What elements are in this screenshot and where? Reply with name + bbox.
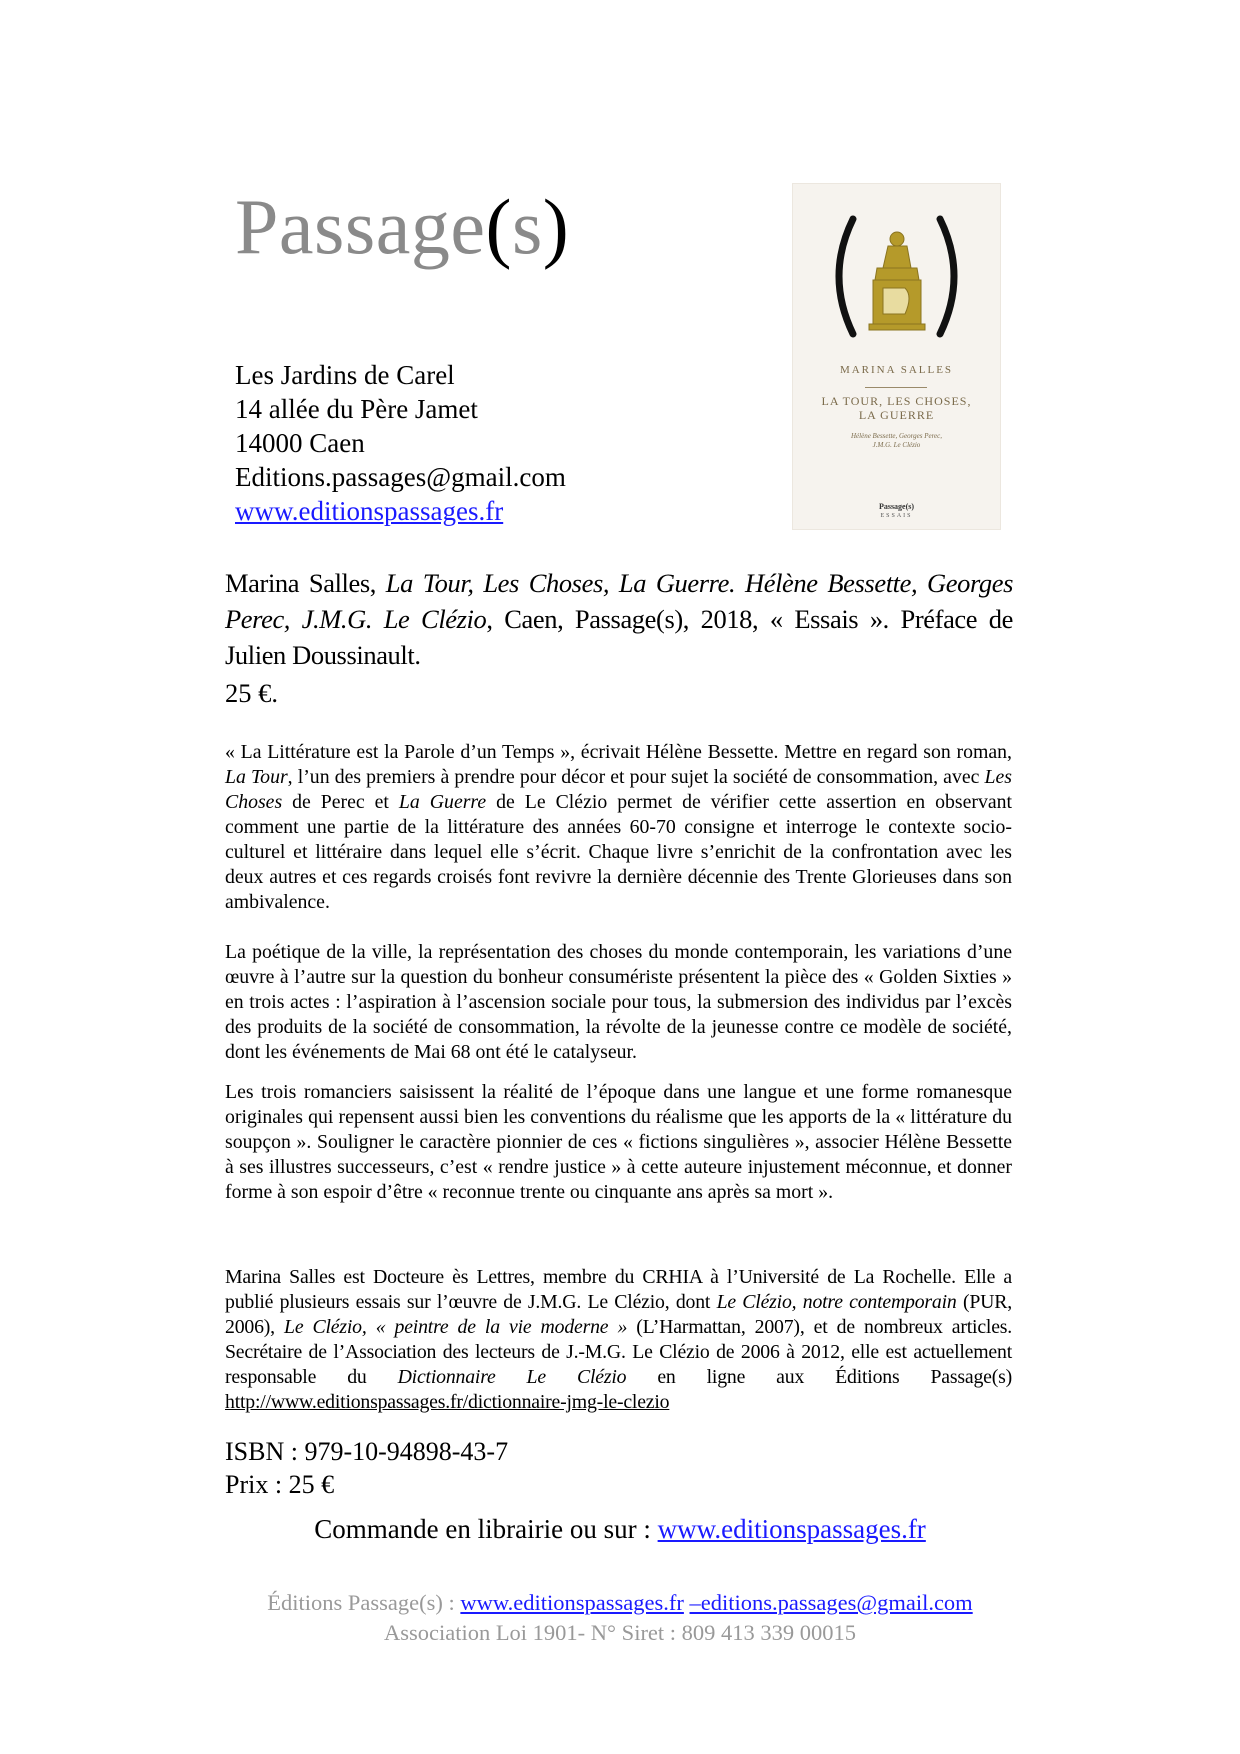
address-website-link[interactable]: www.editionspassages.fr <box>235 496 504 526</box>
p1-text-a: « La Littérature est la Parole d’un Temps », écrivait Hélène Bessette. Mettre en regard son roman, <box>225 741 1012 763</box>
cover-paren-left <box>839 219 853 334</box>
footer-email-link[interactable]: –editions.passages@gmail.com <box>689 1590 973 1615</box>
summary-paragraph-3: Les trois romanciers saisissent la réalité de l’époque dans une langue et une forme romanesque originales qui repensent aussi bien les conventions du réalisme que les apports de la « littérature du soupçon ». Souligner le caractère pionnier de ces « fictions singulières », associer Hélène Bessette à ses illustres successeurs, c’est « rendre justice » à cette auteure injustement méconnue, et donner forme à son espoir d’être « reconnue trente ou cinquante ans après sa mort ». <box>225 1081 1012 1203</box>
footer-line-1 <box>0 1588 1240 1618</box>
bibliographic-reference <box>225 565 1013 673</box>
logo-paren-open: ( <box>485 183 512 270</box>
biblio-price: 25 €. <box>225 678 278 708</box>
footer <box>0 1588 1240 1648</box>
address-line-3: 14000 Caen <box>235 428 365 458</box>
publisher-logo <box>235 183 570 270</box>
cover-collection: ESSAIS <box>880 513 913 519</box>
publisher-address <box>235 358 566 528</box>
isbn: ISBN : 979-10-94898-43-7 <box>225 1437 509 1466</box>
cover-paren-right <box>940 219 954 334</box>
summary-paragraph-1 <box>225 740 1012 915</box>
book-cover <box>792 183 1001 530</box>
bio-text-a: Marina Salles est Docteure ès Lettres, membre du CRHIA à l’Université de La Rochelle. Elle a publié plusieurs essais sur l’œuvre de J.M.G. Le Clézio, dont <box>225 1266 1012 1313</box>
biblio-title: La Tour, Les Choses, La Guerre. Hélène Bessette, Georges Perec, J.M.G. Le Clézio <box>225 568 1013 634</box>
biblio-author: Marina Salles, <box>225 568 386 598</box>
cover-publisher: Passage(s) <box>878 502 915 511</box>
bio-text-e: (L’Harmattan, 2007), et de nombreux articles. Secrétaire de l’Association des lecteurs de J.-M.G. Le Clézio de 2006 à 2012, elle est actuellement responsable du <box>225 1316 1013 1388</box>
order-website-link[interactable]: www.editionspassages.fr <box>657 1514 926 1544</box>
p1-title-les-choses: Les Choses <box>225 766 1012 813</box>
footer-line-2: Association Loi 1901- N° Siret : 809 413 339 00015 <box>383 1620 857 1645</box>
cover-title-line-2: LA GUERRE <box>858 408 935 422</box>
p1-title-la-tour: La Tour <box>225 766 288 788</box>
cover-title-line-1: LA TOUR, LES CHOSES, <box>821 394 972 408</box>
book-info <box>225 1435 508 1501</box>
bio-text-g: en ligne aux Éditions Passage(s) <box>626 1366 1012 1388</box>
p1-text-g: de Le Clézio permet de vérifier cette assertion en observant comment une partie de la littérature des années 60-70 consigne et interroge le contexte socio-culturel et littéraire dans lequel elle s’écrit. Chaque livre s’enrichit de la confrontation avec les deux autres et ces regards croisés font revivre la dernière décennie des Trente Glorieuses dans son ambivalence. <box>225 791 1013 913</box>
biblio-details: , Caen, Passage(s), 2018, « Essais ». Préface de Julien Doussinault. <box>225 604 1013 670</box>
footer-label: Éditions Passage(s) : <box>267 1590 461 1615</box>
address-line-2: 14 allée du Père Jamet <box>235 394 478 424</box>
order-text: Commande en librairie ou sur : <box>314 1514 658 1544</box>
order-line <box>0 1512 1240 1546</box>
p1-text-e: de Perec et <box>282 791 399 813</box>
p1-title-la-guerre: La Guerre <box>398 791 487 813</box>
summary-paragraph-2: La poétique de la ville, la représentation des choses du monde contemporain, les variations d’une œuvre à l’autre sur la question du bonheur consumériste présentent la pièce des « Golden Sixties » en trois actes : l’aspiration à l’ascension sociale pour tous, la submersion des individus par l’excès des produits de la société de consommation, la révolte de la jeunesse contre ce modèle de société, dont les événements de Mai 68 ont été le catalyseur. <box>225 941 1012 1063</box>
logo-paren-close: ) <box>542 183 570 270</box>
cover-author: MARINA SALLES <box>839 364 954 376</box>
dictionary-link[interactable]: http://www.editionspassages.fr/dictionnaire-jmg-le-clezio <box>225 1391 670 1413</box>
author-biography <box>225 1265 1012 1415</box>
cover-statue-icon <box>869 232 925 330</box>
p1-text-c: , l’un des premiers à prendre pour décor et pour sujet la société de consommation, avec <box>287 766 985 788</box>
cover-subtitle <box>803 432 990 450</box>
bio-text-c: (PUR, 2006), <box>225 1291 1012 1338</box>
logo-main: Passage <box>235 183 486 270</box>
cover-divider <box>865 387 927 388</box>
bio-title-1: Le Clézio, notre contemporain <box>716 1291 957 1313</box>
address-line-1: Les Jardins de Carel <box>235 360 455 390</box>
footer-website-link[interactable]: www.editionspassages.fr <box>460 1590 684 1615</box>
address-email: Editions.passages@gmail.com <box>235 462 566 492</box>
cover-subtitle-line-2: J.M.G. Le Clézio <box>872 441 921 449</box>
bio-title-2: Le Clézio, « peintre de la vie moderne » <box>284 1316 628 1338</box>
cover-illustration <box>793 184 1000 359</box>
logo-letter: s <box>511 183 543 270</box>
price: Prix : 25 € <box>225 1470 335 1499</box>
cover-subtitle-line-1: Hélène Bessette, Georges Perec, <box>850 432 943 440</box>
cover-title <box>803 394 990 422</box>
bio-title-dictionnaire: Dictionnaire Le Clézio <box>397 1366 627 1388</box>
